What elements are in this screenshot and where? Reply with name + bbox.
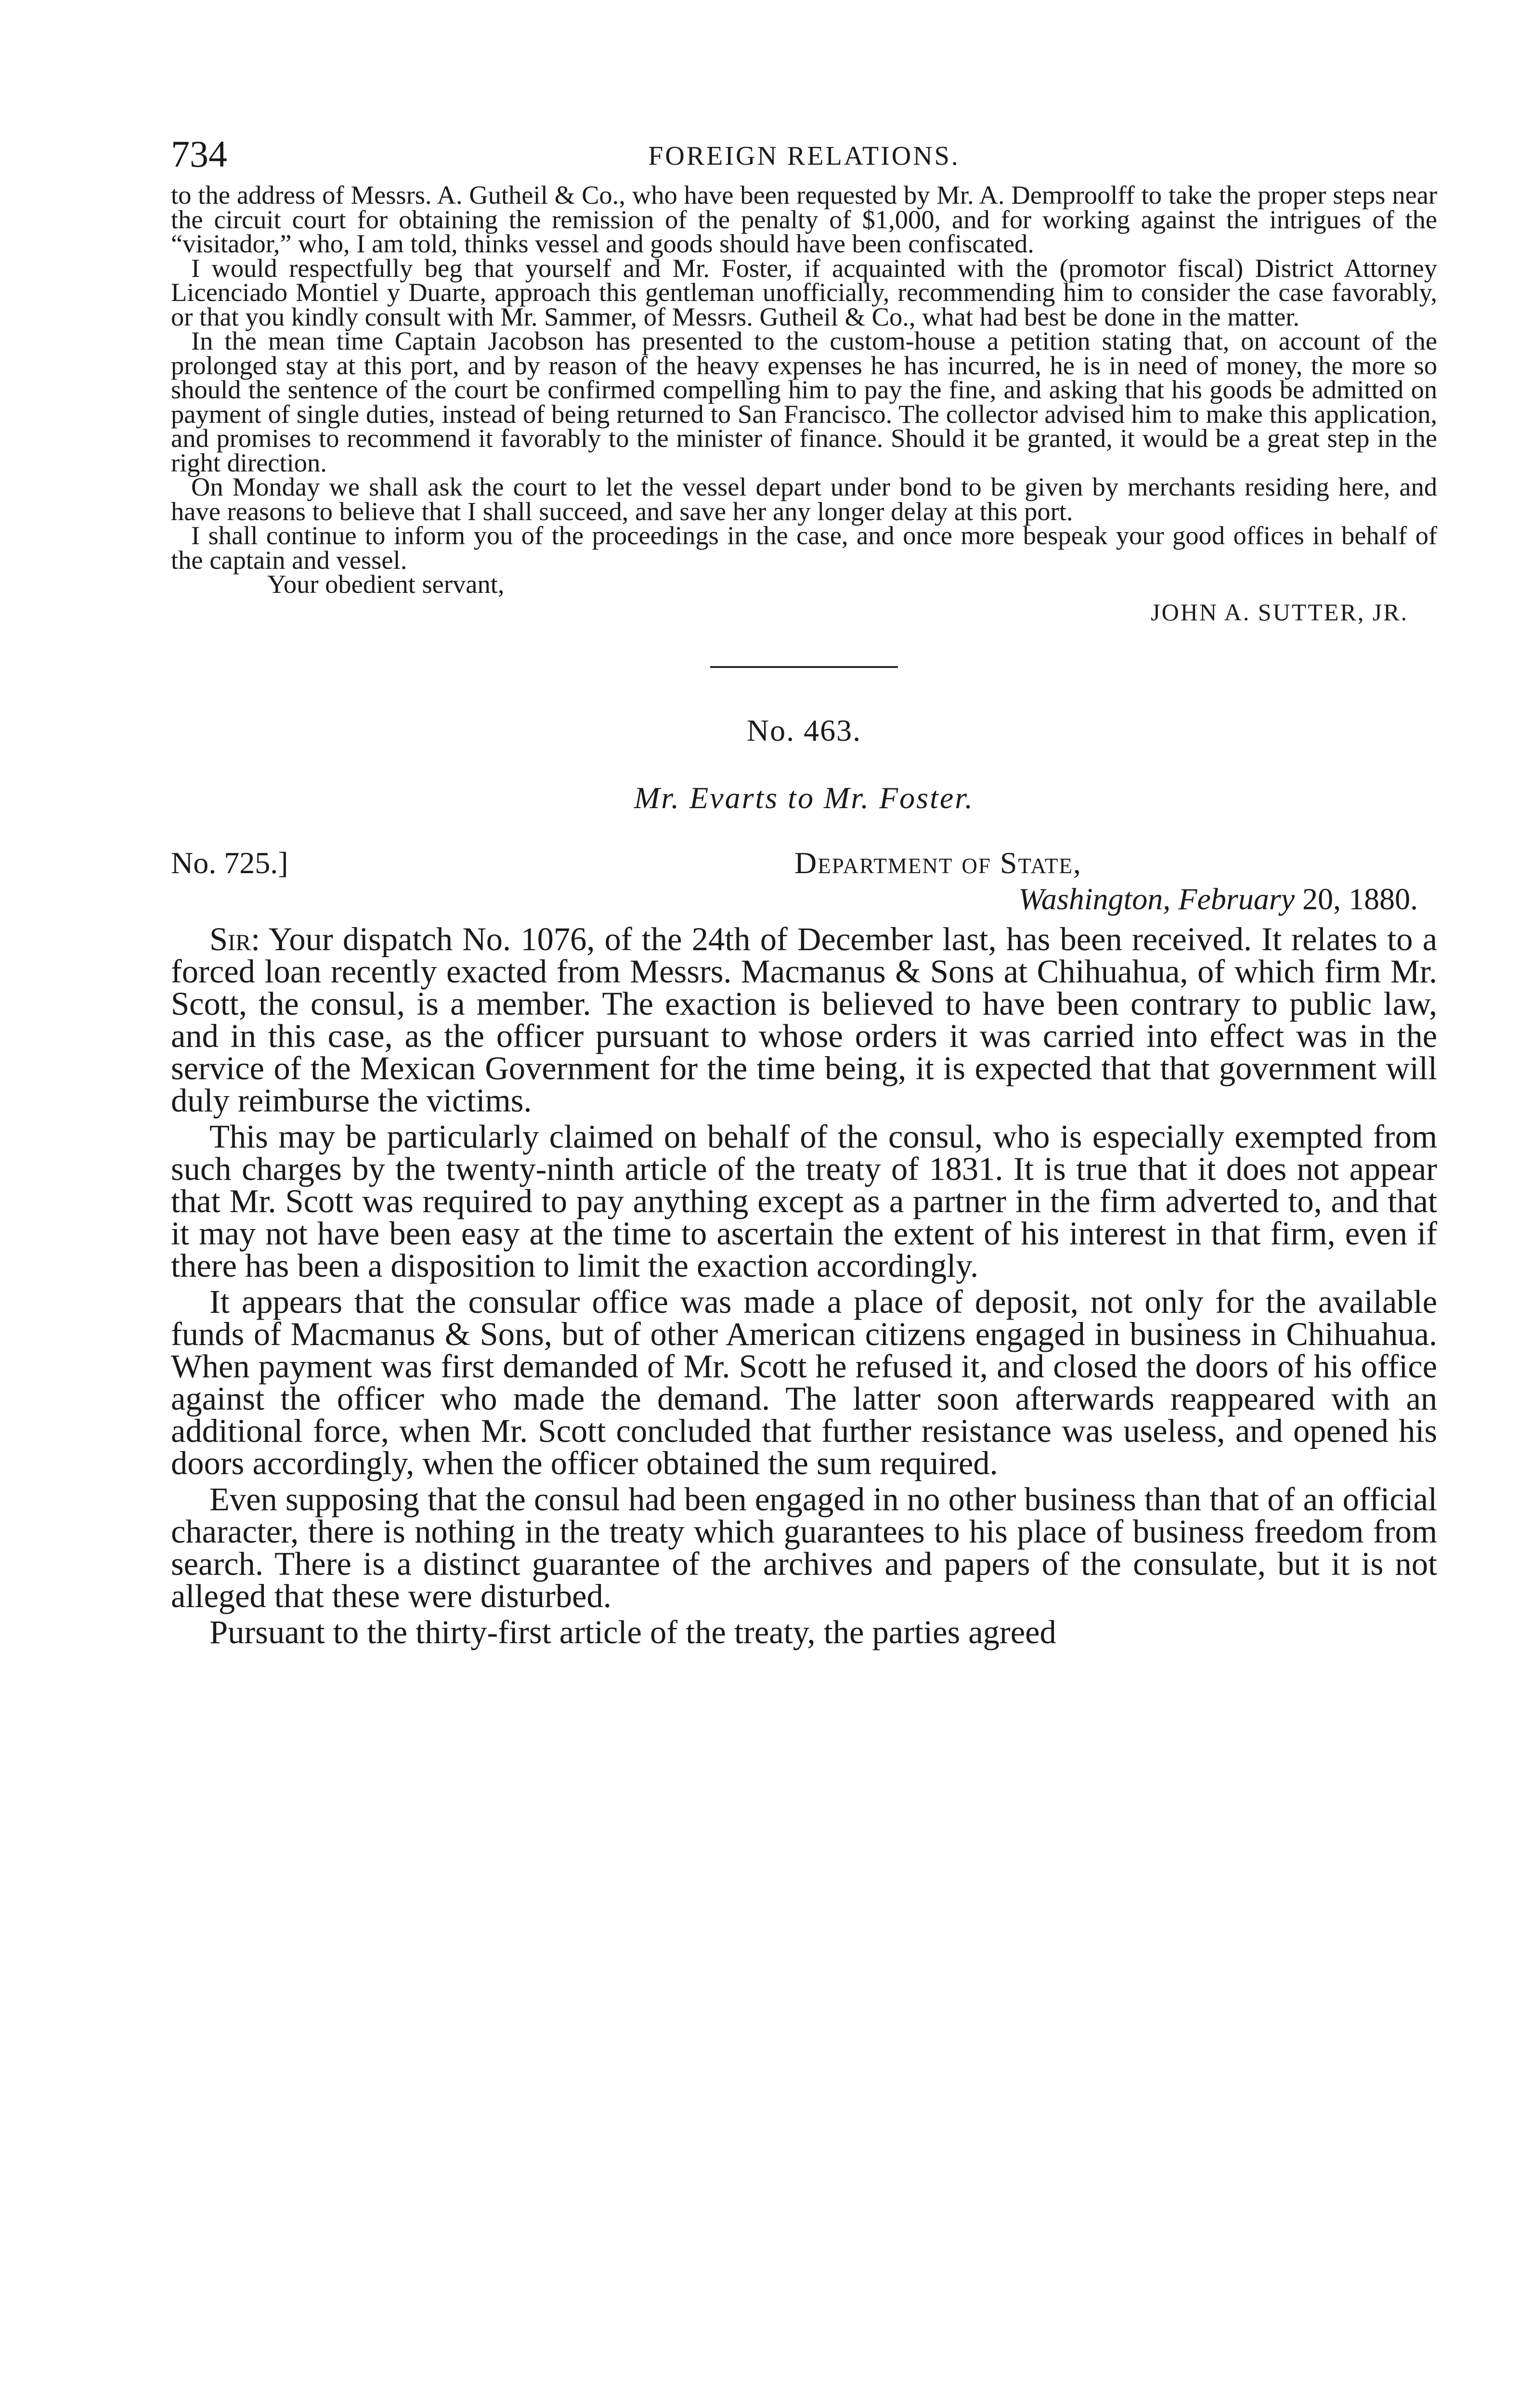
document-heading: Mr. Evarts to Mr. Foster. xyxy=(634,780,974,815)
letter-paragraph: On Monday we shall ask the court to let the vessel depart under bond to be given by merchants residing here, and have reasons to believe that I shall succeed, and save her any longer delay at this port. xyxy=(171,472,1437,526)
page-number: 734 xyxy=(171,133,227,175)
dispatch-paragraph: It appears that the consular office was made a place of deposit, not only for the available funds of Macmanus & Sons, but of other American citizens engaged in business in Chihuahua. When payment was first demanded of Mr. Scott he refused it, and closed the doors of his office against the officer who made the demand. The latter soon afterwards reappeared with an additional force, when Mr. Scott concluded that further resistance was useless, and opened his doors accordingly, when the officer obtained the sum required. xyxy=(171,1283,1437,1481)
dispatch-paragraph-text: Your dispatch No. 1076, of the 24th of December last, has been received. It relates to a forced loan recently exacted from Messrs. Macmanus & Sons at Chihuahua, of which firm Mr. Scott, the consul, is a member. The exaction is believed to have been contrary to public law, and in this case, as the officer pursuant to whose orders it was carried into effect was in the service of the Mexican Government for the time being, it is expected that that government will duly reimburse the victims. xyxy=(171,920,1437,1119)
letter-paragraph: I would respectfully beg that yourself and Mr. Foster, if acquainted with the (promotor fiscal) District Attorney Licenciado Montiel y Duarte, approach this gentleman unofficially, recommending him to consider the case favorably, or that you kindly consult with Mr. Sammer, of Messrs. Gutheil & Co., what had best be done in the matter. xyxy=(171,253,1437,331)
dispatch-paragraph xyxy=(171,920,1437,1119)
letter-signature: JOHN A. SUTTER, JR. xyxy=(1151,598,1408,626)
running-header xyxy=(171,130,1437,183)
date: 20, 1880. xyxy=(1302,881,1418,916)
letter-paragraph: to the address of Messrs. A. Gutheil & Co., who have been requested by Mr. A. Demproolff to take the proper steps near the circuit court for obtaining the remission of the penalty of $1,000, and for working against the intrigues of the “visitador,” who, I am told, thinks vessel and goods should have been confiscated. xyxy=(171,180,1437,258)
section-divider xyxy=(710,666,898,668)
dateline xyxy=(171,846,1437,923)
dispatch-paragraph: This may be particularly claimed on behalf of the consul, who is especially exempted from such charges by the twenty-ninth article of the treaty of 1831. It is true that it does not appear that Mr. Scott was required to pay anything except as a partner in the firm adverted to, and that it may not have been easy at the time to ascertain the extent of his interest in that firm, even if there has been a disposition to limit the exaction accordingly. xyxy=(171,1118,1437,1284)
place: Washington, February xyxy=(1018,881,1295,916)
letter-closing: Your obedient servant, xyxy=(267,569,505,599)
dispatch-paragraph: Pursuant to the thirty-first article of the treaty, the parties agreed xyxy=(209,1613,1056,1650)
document-page xyxy=(171,130,1437,1649)
place-and-date xyxy=(1018,881,1418,917)
running-title: FOREIGN RELATIONS. xyxy=(648,141,960,171)
letter-paragraph: I shall continue to inform you of the proceedings in the case, and once more bespeak your good offices in behalf of the captain and vessel. xyxy=(171,521,1437,575)
dispatch-paragraph: Even supposing that the consul had been engaged in no other business than that of an official character, there is nothing in the treaty which guarantees to his place of business freedom from search. There is a distinct guarantee of the archives and papers of the consulate, but it is not alleged that these were disturbed. xyxy=(171,1480,1437,1614)
dispatch-reference: No. 725.] xyxy=(171,845,288,880)
salutation: Sir: xyxy=(209,920,260,957)
letter-paragraph: In the mean time Captain Jacobson has presented to the custom-house a petition stating that, on account of the prolonged stay at this port, and by reason of the heavy expenses he has incurred, he is in need of money, the more so should the sentence of the court be confirmed compelling him to pay the fine, and asking that his goods be admitted on payment of single duties, instead of being returned to San Francisco. The collector advised him to make this application, and promises to recommend it favorably to the minister of finance. Should it be granted, it would be a great step in the right direction. xyxy=(171,326,1437,477)
department-name: Department of State, xyxy=(794,845,1082,880)
letter-body xyxy=(171,180,1437,628)
dispatch-body xyxy=(171,920,1437,1650)
document-number: No. 463. xyxy=(746,713,862,747)
